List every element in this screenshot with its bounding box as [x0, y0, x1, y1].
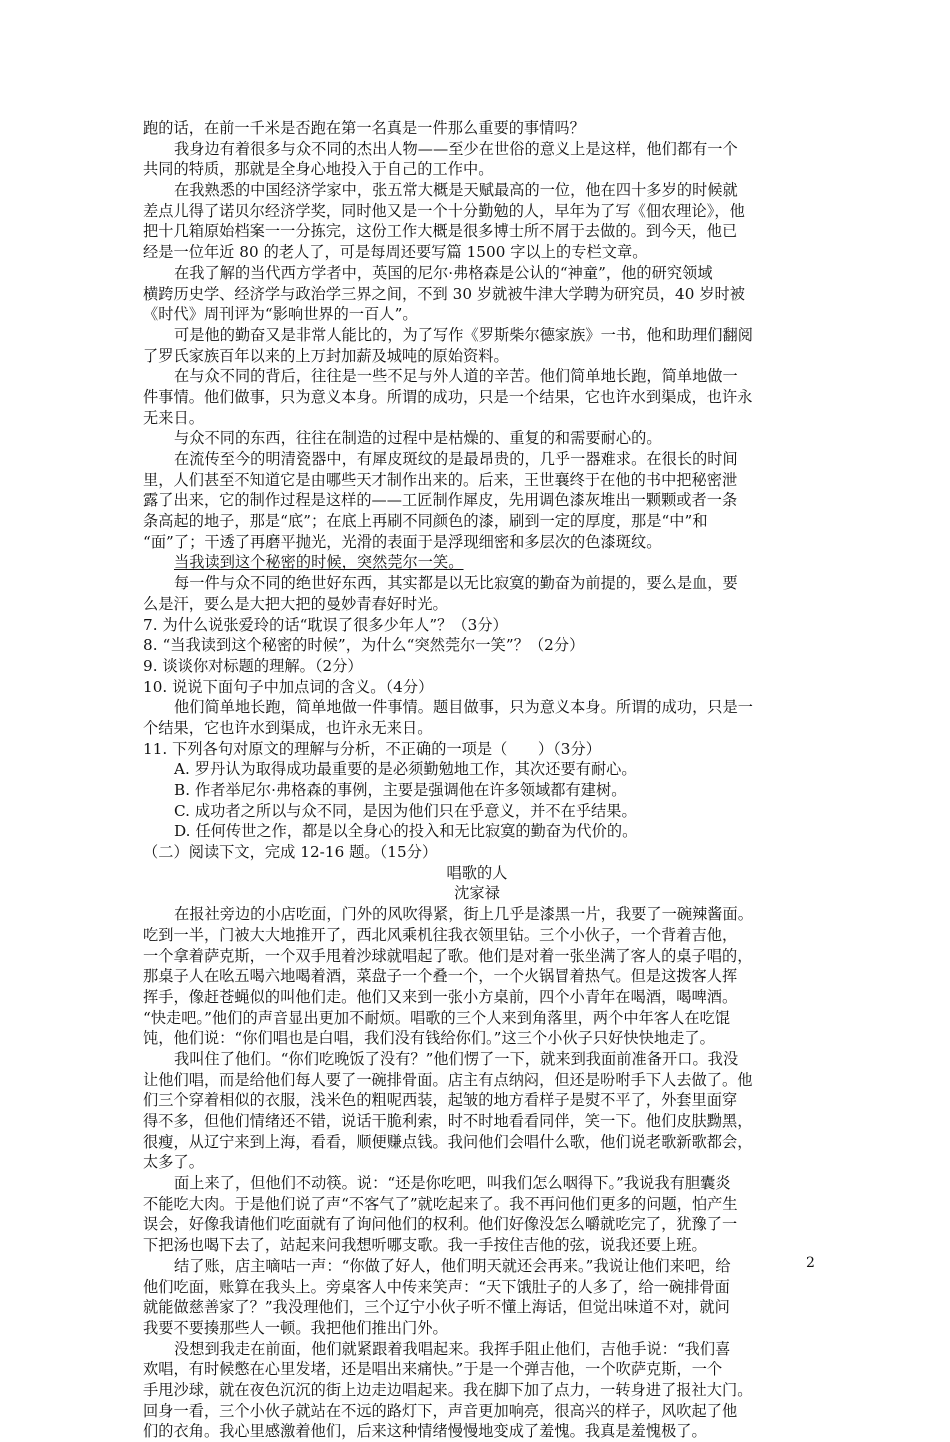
document-body: [143, 118, 811, 1442]
text-line: 欢唱，有时候憋在心里发堵，还是唱出来痛快。”于是一个弹吉他，一个吹萨克斯，一个: [143, 1360, 723, 1379]
text-line: 可是他的勤奋又是非常人能比的，为了写作《罗斯柴尔德家族》一书，他和助理们翻阅: [174, 325, 754, 344]
text-line: 差点儿得了诺贝尔经济学奖，同时他又是一个十分勤勉的人，早年为了写《佃农理论》，他: [143, 201, 745, 220]
text-line: D. 任何传世之作，都是以全身心的投入和无比寂寞的勤奋为代价的。: [174, 822, 638, 841]
text-line: 他们吃面，账算在我头上。旁桌客人中传来笑声：“天下饿肚子的人多了，给一碗排骨面: [143, 1277, 730, 1296]
text-line: 与众不同的东西，往往在制造的过程中是枯燥的、重复的和需要耐心的。: [174, 429, 662, 448]
text-line: 就能做慈善家了？”我没理他们，三个辽宁小伙子听不懂上海话，但觉出味道不对，就问: [143, 1298, 730, 1317]
text-line: C. 成功者之所以与众不同，是因为他们只在乎意义，并不在乎结果。: [174, 801, 637, 820]
text-line: A. 罗丹认为取得成功最重要的是必须勤勉地工作，其次还要有耐心。: [174, 760, 637, 779]
text-line: 《时代》周刊评为“影响世界的一百人”。: [143, 305, 418, 324]
text-line: 7. 为什么说张爱玲的话“耽误了很多少年人”？（3分）: [143, 615, 508, 634]
text-line: 在我熟悉的中国经济学家中，张五常大概是天赋最高的一位，他在四十多岁的时候就: [174, 181, 738, 200]
text-line: 在流传至今的明清瓷器中，有犀皮斑纹的是最昂贵的，几乎一器难求。在很长的时间: [174, 450, 738, 468]
text-line: 我身边有着很多与众不同的杰出人物——至少在世俗的意义上是这样，他们都有一个: [174, 139, 738, 158]
text-line: 露了出来，它的制作过程是这样的——工匠制作犀皮，先用调色漆灰堆出一颗颗或者一条: [143, 491, 738, 510]
text-line: 他们简单地长跑，简单地做一件事情。题目做事，只为意义本身。所谓的成功，只是一: [174, 698, 754, 717]
text-line: 每一件与众不同的绝世好东西，其实都是以无比寂寞的勤奋为前提的，要么是血，要: [174, 574, 738, 593]
page-number: 2: [806, 1255, 815, 1271]
text-line: 让他们唱，而是给他们每人要了一碗排骨面。店主有点纳闷，但还是吩咐手下人去做了。他: [143, 1070, 753, 1089]
text-line: 件事情。他们做事，只为意义本身。所谓的成功，只是一个结果，它也许水到渠成，也许永: [143, 387, 753, 406]
text-line: 我叫住了他们。“你们吃晚饭了没有？”他们愣了一下，就来到我面前准备开口。我没: [174, 1049, 739, 1068]
text-line: 个结果，它也许水到渠成，也许永无来日。: [143, 718, 433, 737]
text-line: 共同的特质，那就是全身心地投入于自己的工作中。: [143, 160, 494, 179]
text-line: 手甩沙球，就在夜色沉沉的街上边走边唱起来。我在脚下加了点力，一转身进了报社大门。: [143, 1380, 753, 1399]
text-line: 那桌子人在吆五喝六地喝着酒，菜盘子一个叠一个，一个火锅冒着热气。但是这拨客人挥: [143, 967, 738, 986]
text-line: 面上来了，但他们不动筷。说：“还是你吃吧，叫我们怎么咽得下。”我说我有胆囊炎: [174, 1174, 731, 1193]
text-line: 么是汗，要么是大把大把的曼妙青春好时光。: [143, 594, 448, 613]
text-line: 里，人们甚至不知道它是由哪些天才制作出来的。后来，王世襄终于在他的书中把秘密泄: [143, 470, 738, 489]
text-line: （二）阅读下文，完成 12-16 题。（15分）: [143, 843, 438, 862]
text-line: 结了账，店主嘀咕一声：“你做了好人，他们明天就还会再来。”我说让他们来吧，给: [174, 1256, 731, 1275]
text-line: “面”了；干透了再磨平抛光，光滑的表面于是浮现细密和多层次的色漆斑纹。: [143, 532, 662, 551]
text-line: B. 作者举尼尔·弗格森的事例，主要是强调他在许多领域都有建树。: [174, 781, 627, 799]
text-line: 们的衣角。我心里感激着他们，后来这种情绪慢慢地变成了羞愧。我真是羞愧极了。: [143, 1422, 707, 1441]
text-line: 无来日。: [143, 408, 204, 427]
text-line: 横跨历史学、经济学与政治学三界之间，不到 30 岁就被牛津大学聘为研究员，40 岁时被: [143, 284, 746, 303]
text-line: 条高起的地子，那是“底”；在底上再刷不同颜色的漆，刷到一定的厚度，那是“中”和: [143, 512, 708, 531]
text-line: 10. 说说下面句子中加点词的含义。（4分）: [143, 677, 434, 696]
text-line: 一个拿着萨克斯，一个双手甩着沙球就唱起了歌。他们是对着一张坐满了客人的桌子唱的，: [143, 946, 753, 965]
text-line: 9. 谈谈你对标题的理解。（2分）: [143, 656, 363, 675]
text-line: 不能吃大肉。于是他们说了声“不客气了”就吃起来了。我不再问他们更多的问题，怕产生: [143, 1194, 738, 1213]
text-line: 沈家禄: [454, 884, 500, 903]
text-line: 我要不要揍那些人一顿。我把他们推出门外。: [143, 1318, 448, 1337]
text-line: 太多了。: [143, 1153, 204, 1172]
text-line: 们三个穿着相似的衣服，浅米色的粗呢西装，起皱的地方看样子是熨不平了，外套里面穿: [143, 1091, 738, 1110]
text-line: 了罗氏家族百年以来的上万封加薪及城吨的原始资料。: [143, 346, 509, 365]
text-line: 经是一位年近 80 的老人了，可是每周还要写篇 1500 字以上的专栏文章。: [143, 243, 648, 262]
text-line: 把十几箱原始档案一一分拣完，这份工作大概是很多博士所不屑于去做的。到今天，他已: [143, 222, 738, 241]
text-line: 跑的话，在前一千米是否跑在第一名真是一件那么重要的事情吗？: [143, 119, 585, 137]
text-line: 吃到一半，门被大大地推开了，西北风乘机往我衣领里钻。三个小伙子，一个背着吉他，: [143, 925, 738, 944]
text-line: 当我读到这个秘密的时候，突然莞尔一笑。: [174, 553, 464, 572]
text-line: 在报社旁边的小店吃面，门外的风吹得紧，街上几乎是漆黑一片，我要了一碗辣酱面。: [174, 905, 754, 924]
text-line: 挥手，像赶苍蝇似的叫他们走。他们又来到一张小方桌前，四个小青年在喝酒，喝啤酒。: [143, 987, 738, 1006]
text-line: 得不多，但他们情绪还不错，说话干脆利索，时不时地看看同伴，笑一下。他们皮肤黝黑，: [143, 1112, 753, 1130]
text-line: 回身一看，三个小伙子就站在不远的路灯下，声音更加响亮，很高兴的样子，风吹起了他: [143, 1401, 738, 1420]
text-line: 没想到我走在前面，他们就紧跟着我唱起来。我挥手阻止他们，吉他手说：“我们喜: [174, 1339, 731, 1358]
text-line: 唱歌的人: [446, 863, 508, 882]
text-line: 在与众不同的背后，往往是一些不足与外人道的辛苦。他们简单地长跑，简单地做一: [174, 367, 738, 386]
text-line: 在我了解的当代西方学者中，英国的尼尔·弗格森是公认的“神童”，他的研究领域: [174, 263, 713, 282]
text-line: 饨，他们说：“你们唱也是白唱，我们没有钱给你们。”这三个小伙子只好快快地走了。: [143, 1029, 715, 1048]
text-line: 11. 下列各句对原文的理解与分析，不正确的一项是（ ）（3分）: [143, 739, 601, 758]
text-line: 误会，好像我请他们吃面就有了询问他们的权利。他们好像没怎么嚼就吃完了，犹豫了一: [143, 1215, 738, 1234]
text-line: 很瘦，从辽宁来到上海，看看，顺便赚点钱。我问他们会唱什么歌，他们说老歌新歌都会，: [143, 1132, 753, 1151]
text-line: 下把汤也喝下去了，站起来问我想听哪支歌。我一手按住吉他的弦，说我还要上班。: [143, 1236, 707, 1255]
text-line: 8. “当我读到这个秘密的时候”，为什么“突然莞尔一笑”？（2分）: [143, 636, 585, 655]
text-line: “快走吧。”他们的声音显出更加不耐烦。唱歌的三个人来到角落里，两个中年客人在吃馄: [143, 1008, 731, 1027]
